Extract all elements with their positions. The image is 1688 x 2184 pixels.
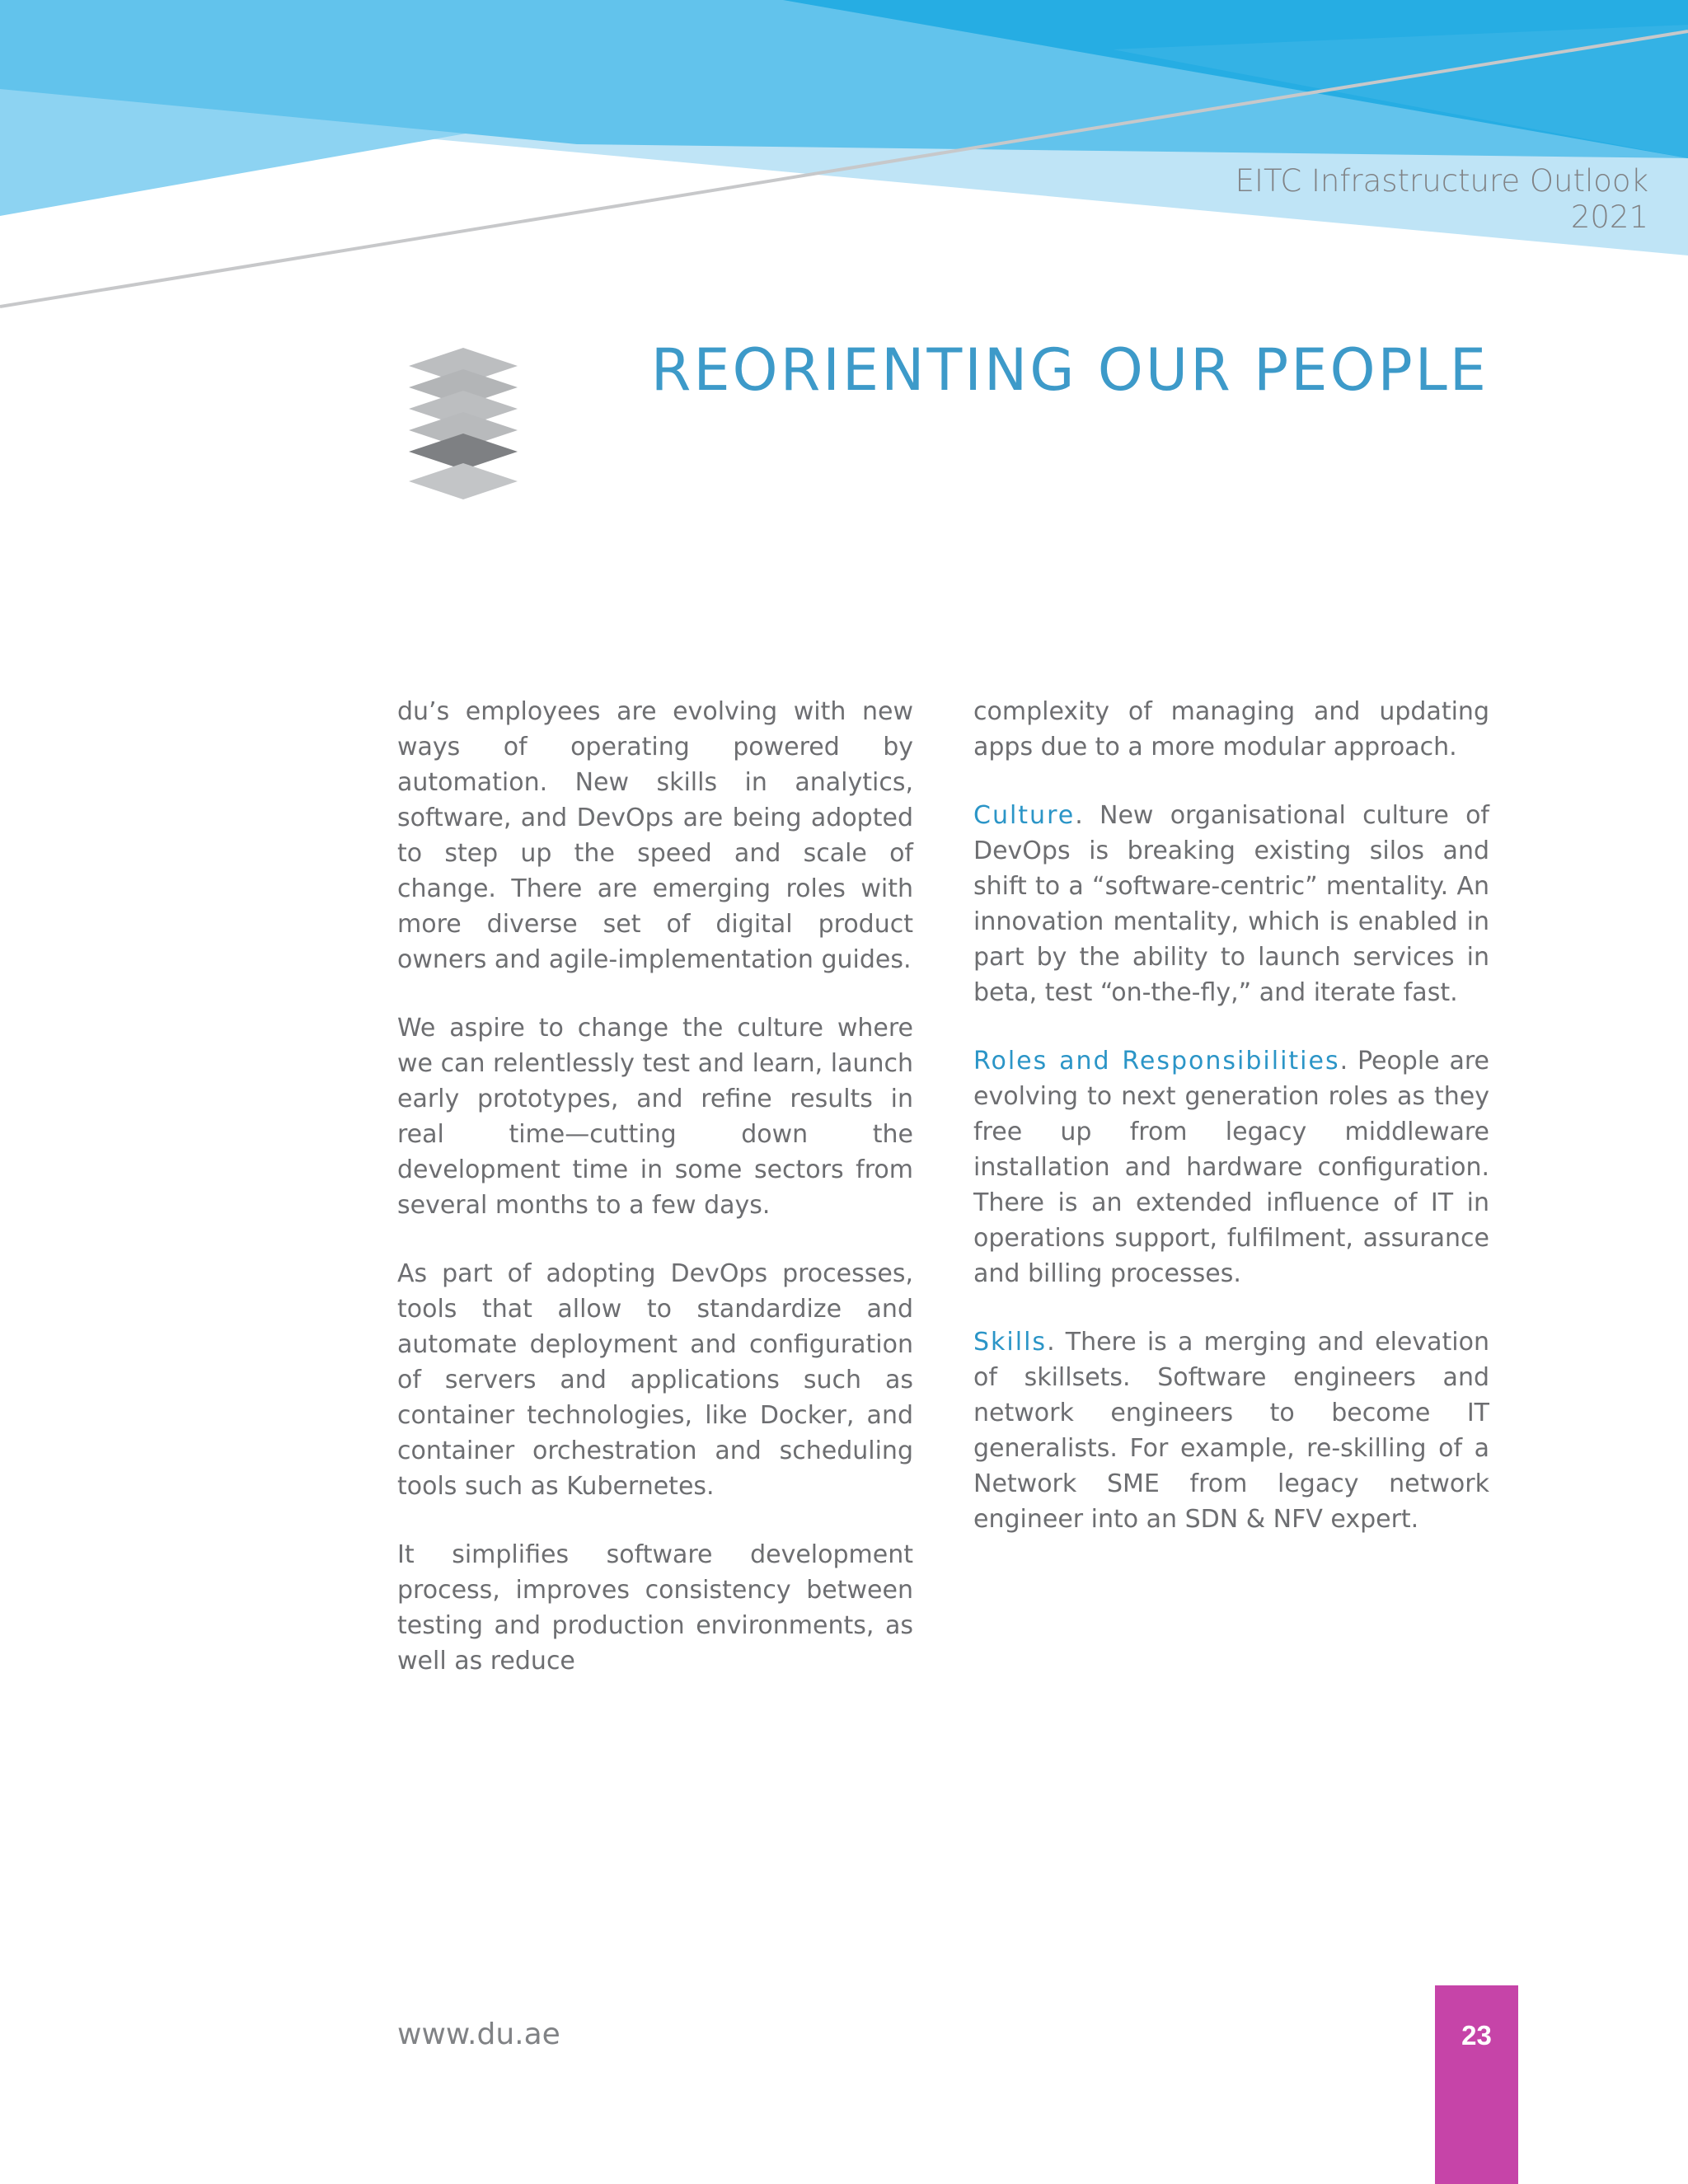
left-column [397, 694, 913, 1712]
publication-title: EITC Infrastructure Outlook [1235, 163, 1648, 199]
page-number-badge [1435, 1985, 1518, 2184]
paragraph: It simplifies software development process, improves consistency between testing and production environments, as well as reduce [397, 1540, 913, 1675]
roles-heading: Roles and Responsibilities [973, 1047, 1340, 1076]
skills-text: . There is a merging and elevation of skillsets. Software engineers and network engineers to become IT generalists. For example, re-skilling of a Network SME from legacy network engineer into an SDN & NFV expert. [973, 1328, 1489, 1534]
layer-stack-icon [409, 348, 518, 504]
publication-year: 2021 [1570, 199, 1648, 235]
page-number: 23 [1461, 2020, 1492, 2050]
right-column [973, 694, 1489, 1570]
roles-text: . People are evolving to next generation roles as they free up from legacy middleware installation and hardware configuration. There is an extended influence of IT in operations support, fulfilment, assurance and billing processes. [973, 1047, 1489, 1288]
footer-url: www.du.ae [397, 2018, 560, 2051]
culture-paragraph [973, 798, 1489, 1010]
culture-heading: Culture [973, 801, 1076, 830]
skills-heading: Skills [973, 1328, 1048, 1357]
roles-paragraph [973, 1043, 1489, 1291]
paragraph: As part of adopting DevOps processes, tools that allow to standardize and automate deployment and configuration of servers and applications such as container technologies, like Docker, and container orchestration and scheduling tools such as Kubernetes. [397, 1259, 913, 1501]
skills-paragraph [973, 1324, 1489, 1537]
paragraph: du’s employees are evolving with new ways of operating powered by automation. New skills in analytics, software, and DevOps are being adopted to step up the speed and scale of change. There are emerging roles with more diverse set of digital product owners and agile-implementation guides. [397, 697, 913, 974]
culture-text: . New organisational culture of DevOps is breaking existing silos and shift to a “software-centric” mentality. An innovation mentality, which is enabled in part by the ability to launch services in beta, test “on-the-fly,” and iterate fast. [973, 801, 1489, 1007]
paragraph: We aspire to change the culture where we can relentlessly test and learn, launch early prototypes, and refine results in real time—cutting down the development time in some sectors from several months to a few days. [397, 1014, 913, 1220]
paragraph: complexity of managing and updating apps due to a more modular approach. [973, 697, 1489, 762]
page-title: REORIENTING OUR PEOPLE [650, 336, 1489, 404]
header-banner [0, 0, 1688, 313]
publication-header [1236, 163, 1648, 236]
